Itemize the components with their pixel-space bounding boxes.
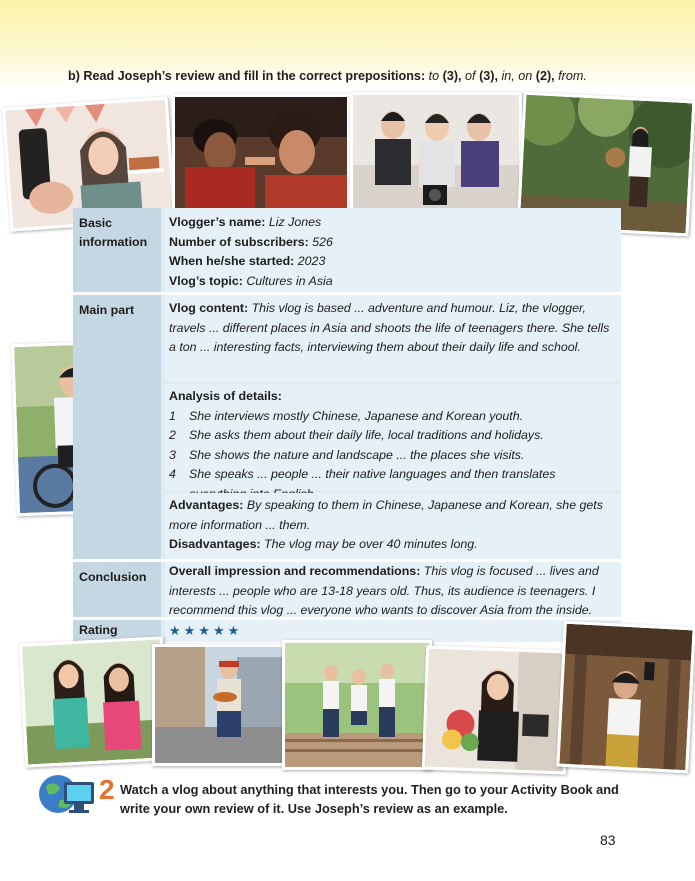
photo-girl-with-flowers [422, 646, 570, 775]
conclusion-content: Overall impression and recommendations: This vlog is focused ... lives and interests ... people who are 13-18 years old. Thus, its audience is teenagers. I recommend this vlog ... everyone who wants to discover Asia from the inside. [165, 562, 621, 617]
analysis-block: Analysis of details: 1 She interviews mostly Chinese, Japanese and Korean youth. 2 She asks them about their daily life, local traditions and holidays. 3 She shows the nature and landscape ... the places she visits. 4 She speaks ... people ... their native languages and then translates [165, 384, 621, 490]
row-conclusion [73, 562, 621, 617]
row-main-part [73, 295, 621, 559]
main-part-content [165, 295, 621, 559]
photo-woman-taking-selfie [556, 621, 695, 774]
task-2-instruction: Watch a vlog about anything that interests you. Then go to your Activity Book and write your own review of it. Use Joseph’s review as an example. [120, 782, 619, 816]
label-rating: Rating [73, 620, 161, 642]
photo-three-boys-vlogging [350, 92, 522, 214]
analysis-item: 4 She speaks ... people ... their native languages and then translates [169, 467, 556, 481]
analysis-item: 2 She asks them about their daily life, local traditions and holidays. [169, 428, 544, 442]
computer-globe-icon [36, 770, 100, 818]
photo-makeup-artist [172, 94, 350, 212]
label-main-part: Main part [73, 295, 161, 559]
photo-boy-with-skateboard [152, 644, 290, 766]
rating-stars [165, 620, 621, 642]
basic-information-content: Vlogger’s name: Liz Jones Number of subscribers: 526 When he/she started: 2023 Vlog’s topic: Cultures in Asia [165, 208, 621, 292]
photo-two-girls-laughing [19, 636, 169, 767]
task-2-number: 2 [99, 774, 115, 805]
star-icons: ★★★★★ [169, 623, 243, 638]
vlog-content-block: Vlog content: This vlog is based ... adventure and humour. Liz, the vlogger, travels ... different places in Asia and shoots the life of teenagers there. She tells a ton ... interesting facts, interviewing them about their daily life and school. [165, 295, 621, 381]
analysis-item: 1 She interviews mostly Chinese, Japanese and Korean youth. [169, 408, 524, 423]
photo-students-on-stairs [282, 640, 432, 770]
label-conclusion: Conclusion [73, 562, 161, 617]
analysis-item: 3 She shows the nature and landscape ... the places she visits. [169, 447, 525, 462]
advantages-block: Advantages: By speaking to them in Chinese, Japanese and Korean, she gets more information ... them. Disadvantages: The vlog may be over 40 minutes long. [165, 493, 621, 559]
row-basic-information [73, 208, 621, 292]
review-table [73, 208, 621, 642]
task-b-instruction: b) Read Joseph’s review and fill in the correct prepositions: to (3), of (3), in, on (2), from. [68, 69, 587, 83]
label-basic-information: Basic information [73, 208, 161, 292]
page-number: 83 [600, 832, 616, 848]
